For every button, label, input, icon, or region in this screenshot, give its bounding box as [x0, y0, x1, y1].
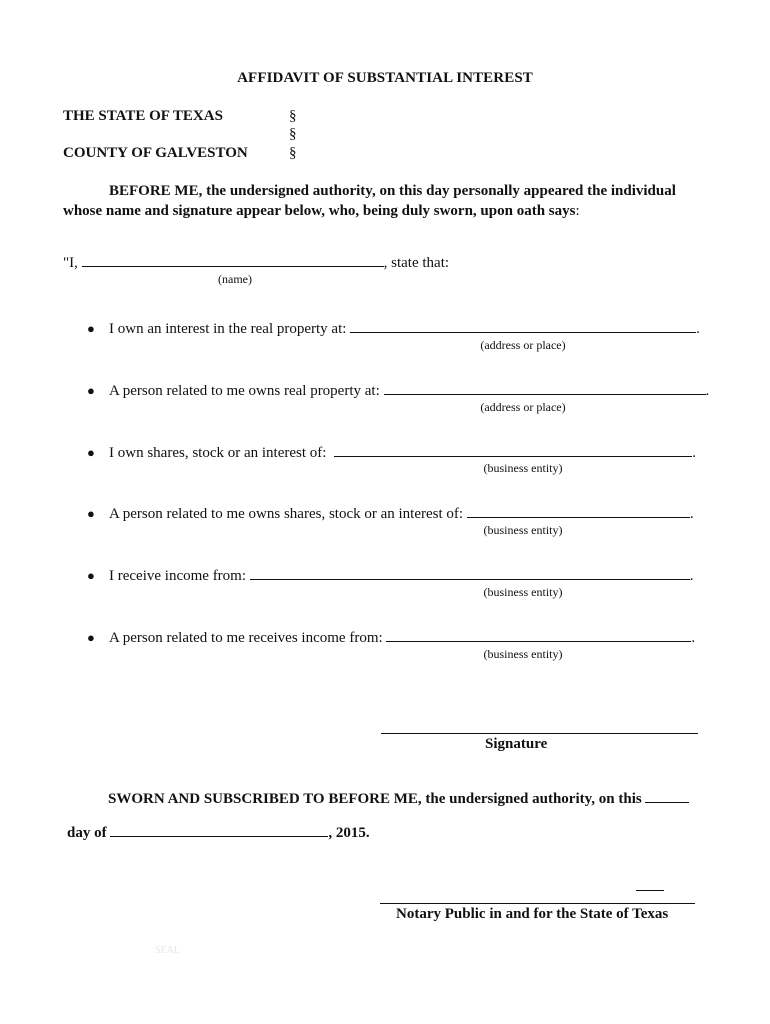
venue-county: COUNTY OF GALVESTON	[63, 145, 248, 161]
bullet-real-property	[87, 320, 700, 338]
intro-text: BEFORE ME, the undersigned authority, on this day personally appeared the individual whose name and signature appear below, who, being duly sworn, upon oath says	[63, 183, 676, 219]
bullet-period: .	[689, 506, 694, 522]
bullet-text: I own an interest in the real property at:	[109, 321, 347, 337]
bullet-icon: ●	[87, 630, 95, 645]
sworn-text: SWORN AND SUBSCRIBED TO BEFORE ME, the undersigned authority, on this	[108, 791, 642, 807]
bullet-caption: (business entity)	[483, 585, 563, 599]
bullet-caption: (address or place)	[480, 400, 566, 414]
bullet-icon: ●	[87, 383, 95, 398]
bullet-icon: ●	[87, 445, 95, 460]
signature-label: Signature	[485, 736, 548, 752]
bullet-period: .	[696, 321, 700, 337]
signature-line[interactable]	[381, 733, 698, 734]
bullet-period: .	[689, 568, 694, 584]
shares-field[interactable]	[334, 444, 692, 457]
faint-stamp: SEAL	[155, 945, 180, 956]
section-symbol-1: §	[289, 108, 297, 124]
bullet-related-real-property	[87, 382, 709, 400]
name-statement	[63, 254, 449, 272]
bullet-period: .	[692, 445, 696, 461]
notary-short-line	[636, 890, 664, 891]
bullet-caption: (business entity)	[483, 523, 563, 537]
bullet-caption: (business entity)	[483, 647, 563, 661]
bullet-caption: (address or place)	[480, 338, 566, 352]
sworn-day-field[interactable]	[645, 790, 689, 803]
venue-state: THE STATE OF TEXAS	[63, 108, 223, 124]
bullet-icon: ●	[87, 568, 95, 583]
bullet-text: A person related to me owns shares, stock or an interest of:	[109, 506, 464, 522]
intro-paragraph	[63, 181, 713, 221]
bullet-related-income	[87, 629, 695, 647]
bullet-icon: ●	[87, 506, 95, 521]
section-symbol-3: §	[289, 145, 297, 161]
day-of-prefix: day of	[67, 825, 107, 841]
name-field[interactable]	[82, 254, 384, 267]
bullet-period: .	[691, 630, 696, 646]
notary-label: Notary Public in and for the State of Texas	[396, 906, 669, 922]
income-field[interactable]	[250, 567, 690, 580]
section-symbol-2: §	[289, 126, 297, 142]
day-of-suffix: , 2015.	[328, 825, 370, 841]
month-field[interactable]	[110, 824, 328, 837]
related-real-property-field[interactable]	[384, 382, 706, 395]
bullet-text: A person related to me receives income from:	[109, 630, 383, 646]
sworn-statement	[108, 790, 689, 808]
name-suffix: , state that:	[383, 255, 450, 271]
bullet-icon: ●	[87, 321, 95, 336]
related-income-field[interactable]	[386, 629, 691, 642]
name-prefix: "I,	[63, 255, 78, 271]
document-title: AFFIDAVIT OF SUBSTANTIAL INTEREST	[237, 70, 533, 86]
bullet-text: I receive income from:	[109, 568, 247, 584]
bullet-income	[87, 567, 694, 585]
bullet-period: .	[705, 383, 710, 399]
bullet-caption: (business entity)	[483, 461, 563, 475]
intro-colon: :	[575, 203, 580, 219]
bullet-text: I own shares, stock or an interest of:	[109, 445, 327, 461]
bullet-shares	[87, 444, 696, 462]
real-property-field[interactable]	[350, 320, 696, 333]
related-shares-field[interactable]	[467, 505, 690, 518]
bullet-text: A person related to me owns real property at:	[109, 383, 380, 399]
notary-signature-line[interactable]	[380, 903, 695, 904]
name-caption: (name)	[218, 272, 252, 286]
bullet-related-shares	[87, 505, 694, 523]
day-of-line	[67, 824, 370, 842]
